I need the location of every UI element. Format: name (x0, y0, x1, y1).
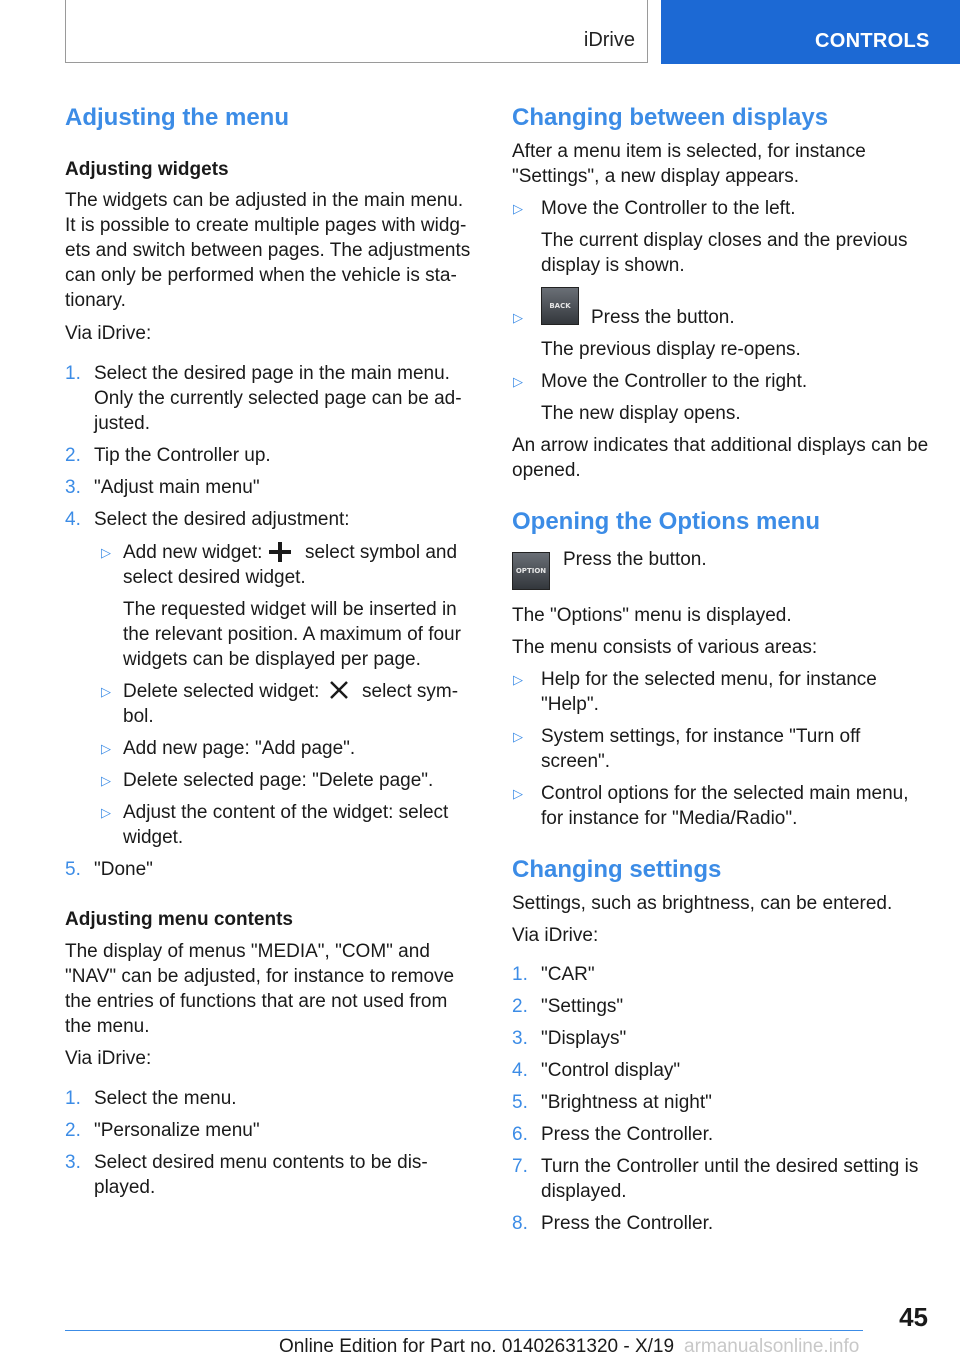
text-line: Move the Controller to the right. (541, 371, 808, 392)
text-line: It is possible to create multiple pages with widg‐ (65, 215, 467, 236)
step-text: Press the Controller. (541, 1124, 714, 1145)
plus-icon (268, 542, 292, 562)
triangle-right-icon: ▷ (101, 773, 111, 788)
option-button-image: OPTION (512, 552, 550, 590)
triangle-right-icon: ▷ (513, 786, 523, 801)
step-text: "Adjust main menu" (94, 477, 260, 498)
step-number: 1. (512, 964, 528, 985)
heading-options-menu: Opening the Options menu (512, 508, 820, 535)
step-number: 1. (65, 1088, 81, 1109)
footer-edition: Online Edition for Part no. 01402631320 - X/19 (279, 1336, 675, 1357)
text-line: display is shown. (541, 255, 685, 276)
step-text: "Done" (94, 859, 153, 880)
triangle-right-icon: ▷ (513, 729, 523, 744)
text-line: Move the Controller to the left. (541, 198, 796, 219)
text-line: the entries of functions that are not used from (65, 991, 448, 1012)
text-line: After a menu item is selected, for instance (512, 141, 866, 162)
step-number: 3. (65, 477, 81, 498)
text-part: Delete selected widget: (123, 681, 320, 702)
text-line: "Settings", a new display appears. (512, 166, 800, 187)
text-line: The current display closes and the previous (541, 230, 908, 251)
text-line: The new display opens. (541, 403, 741, 424)
text-line: The previous display re-opens. (541, 339, 801, 360)
triangle-right-icon: ▷ (513, 201, 523, 216)
text-line: for instance for "Media/Radio". (541, 808, 798, 829)
triangle-right-icon: ▷ (101, 545, 111, 560)
back-button-image: BACK (541, 287, 579, 325)
sub-item (123, 679, 483, 729)
text-line: The menu consists of various areas: (512, 637, 818, 658)
step-text (94, 361, 462, 436)
triangle-right-icon: ▷ (513, 310, 523, 325)
step-text: "Brightness at night" (541, 1092, 712, 1113)
step-number: 6. (512, 1124, 528, 1145)
text-line: Help for the selected menu, for instance (541, 669, 877, 690)
via-idrive: Via iDrive: (65, 323, 152, 344)
step-number: 5. (512, 1092, 528, 1113)
text-line: opened. (512, 460, 581, 481)
text-line: The display of menus "MEDIA", "COM" and (65, 941, 430, 962)
text-line: select desired widget. (123, 567, 306, 588)
displays-outro (512, 433, 928, 483)
triangle-right-icon: ▷ (101, 741, 111, 756)
list-item (541, 369, 807, 426)
step-number: 2. (512, 996, 528, 1017)
step-text: Select the desired adjustment: (94, 509, 350, 530)
heading-changing-displays: Changing between displays (512, 104, 829, 131)
list-item (541, 781, 909, 831)
triangle-right-icon: ▷ (101, 805, 111, 820)
widgets-intro (65, 188, 470, 313)
text-line: can only be performed when the vehicle is sta‐ (65, 265, 457, 286)
text-line: bol. (123, 706, 154, 727)
text-line (123, 540, 483, 565)
step-text (94, 1150, 428, 1200)
text-line: justed. (94, 413, 150, 434)
sub-item (123, 540, 483, 672)
subheading-menu-contents: Adjusting menu contents (65, 909, 293, 930)
text-line: screen". (541, 751, 611, 772)
step-text: Tip the Controller up. (94, 445, 271, 466)
list-item (541, 667, 877, 717)
text-part: Add new widget: (123, 542, 263, 563)
header-tab: CONTROLS (661, 0, 960, 64)
contents-intro (65, 939, 454, 1039)
subheading-adjusting-widgets: Adjusting widgets (65, 159, 229, 180)
via-idrive: Via iDrive: (512, 925, 599, 946)
step-text: "Settings" (541, 996, 624, 1017)
text-line: Settings, such as brightness, can be entered. (512, 893, 893, 914)
text-line: widget. (123, 827, 184, 848)
list-item (541, 724, 860, 774)
step-number: 5. (65, 859, 81, 880)
text-line: Select the desired page in the main menu. (94, 363, 450, 384)
step-text: "CAR" (541, 964, 595, 985)
text-line: Press the button. (563, 549, 707, 570)
step-number: 8. (512, 1213, 528, 1234)
text-line: the relevant position. A maximum of four (123, 624, 461, 645)
sub-item: Add new page: "Add page". (123, 738, 356, 759)
text-line: Control options for the selected main menu, (541, 783, 909, 804)
step-text (541, 1154, 918, 1204)
page-number: 45 (899, 1302, 928, 1332)
step-text: "Personalize menu" (94, 1120, 260, 1141)
text-line: "NAV" can be adjusted, for instance to remove (65, 966, 455, 987)
text-line: Turn the Controller until the desired setting is (541, 1156, 919, 1177)
text-line: System settings, for instance "Turn off (541, 726, 861, 747)
watermark: armanualsonline.info (684, 1336, 860, 1357)
text-line (123, 679, 483, 704)
text-line: The widgets can be adjusted in the main menu. (65, 190, 464, 211)
triangle-right-icon: ▷ (513, 672, 523, 687)
step-number: 1. (65, 363, 81, 384)
step-text: "Control display" (541, 1060, 681, 1081)
step-number: 3. (512, 1028, 528, 1049)
text-part: select sym‐ (362, 681, 459, 702)
step-number: 4. (65, 509, 81, 530)
step-number: 7. (512, 1156, 528, 1177)
text-line: Adjust the content of the widget: select (123, 802, 449, 823)
text-line: displayed. (541, 1181, 627, 1202)
text-line: tionary. (65, 290, 126, 311)
displays-intro (512, 139, 866, 189)
via-idrive: Via iDrive: (65, 1048, 152, 1069)
list-item (541, 196, 907, 278)
step-number: 2. (65, 1120, 81, 1141)
text-line: ets and switch between pages. The adjustments (65, 240, 471, 261)
text-line: The "Options" menu is displayed. (512, 605, 792, 626)
text-line: Press the button. (591, 307, 735, 328)
step-text: Press the Controller. (541, 1213, 714, 1234)
triangle-right-icon: ▷ (513, 374, 523, 389)
text-line: Select desired menu contents to be dis‐ (94, 1152, 428, 1173)
text-line: widgets can be displayed per page. (123, 649, 421, 670)
sub-item: Delete selected page: "Delete page". (123, 770, 434, 791)
text-part: select symbol and (304, 542, 458, 563)
text-line: The requested widget will be inserted in (123, 599, 457, 620)
step-number: 2. (65, 445, 81, 466)
step-text: Select the menu. (94, 1088, 237, 1109)
step-number: 4. (512, 1060, 528, 1081)
footer-divider (65, 1330, 863, 1331)
heading-adjusting-menu: Adjusting the menu (65, 104, 289, 131)
cross-icon (328, 680, 350, 700)
text-line: "Help". (541, 694, 599, 715)
text-line: Only the currently selected page can be ad‐ (94, 388, 462, 409)
text-line: played. (94, 1177, 156, 1198)
header-section: iDrive (583, 29, 635, 51)
text-line: the menu. (65, 1016, 150, 1037)
step-number: 3. (65, 1152, 81, 1173)
text-line: An arrow indicates that additional displays can be (512, 435, 929, 456)
step-text: "Displays" (541, 1028, 627, 1049)
sub-item (123, 800, 448, 850)
triangle-right-icon: ▷ (101, 684, 111, 699)
header-box (65, 0, 648, 63)
heading-changing-settings: Changing settings (512, 856, 722, 883)
